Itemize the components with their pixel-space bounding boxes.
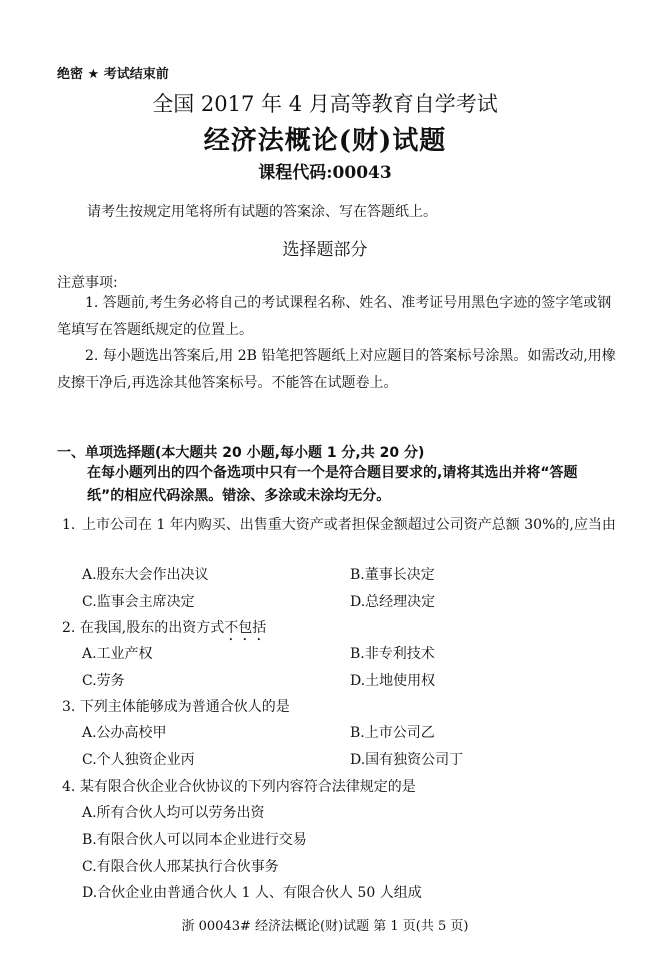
course-code: 课程代码:00043 <box>258 163 392 183</box>
general-instruction: 请考生按规定用笔将所有试题的答案涂、写在答题纸上。 <box>87 204 437 220</box>
option-c: C.监事会主席决定 <box>82 594 195 610</box>
question-number: 3. <box>62 699 76 715</box>
page-footer: 浙 00043# 经济法概论(财)试题 第 1 页(共 5 页) <box>181 919 469 934</box>
notice-item: 2. 每小题选出答案后,用 2B 铅笔把答题纸上对应题目的答案标号涂黑。如需改动,用橡皮擦干净后,再选涂其他答案标号。不能答在试题卷上。 <box>57 348 616 391</box>
question-3 <box>62 696 290 716</box>
option-b: B.董事长决定 <box>350 567 435 583</box>
emphasized-text: 不包括 <box>224 620 267 636</box>
option-b: B.有限合伙人可以同本企业进行交易 <box>82 832 307 848</box>
notice-heading: 注意事项: <box>57 275 118 291</box>
question-4 <box>62 776 416 796</box>
exam-title: 全国 2017 年 4 月高等教育自学考试 <box>152 92 498 116</box>
question-1 <box>62 512 622 539</box>
question-text: 某有限合伙企业合伙协议的下列内容符合法律规定的是 <box>79 779 416 795</box>
question-number: 1. <box>62 517 76 533</box>
option-a: A.工业产权 <box>82 646 153 662</box>
option-b: B.上市公司乙 <box>350 725 435 741</box>
question-2 <box>62 617 266 644</box>
option-d: D.国有独资公司丁 <box>350 752 464 768</box>
part-heading: 一、单项选择题(本大题共 20 小题,每小题 1 分,共 20 分) <box>57 445 425 461</box>
paper-title: 经济法概论(财)试题 <box>203 126 447 156</box>
option-c: C.个人独资企业丙 <box>82 752 195 768</box>
confidential-label: 绝密 ★ 考试结束前 <box>57 67 169 82</box>
option-b: B.非专利技术 <box>350 646 435 662</box>
option-a: A.所有合伙人均可以劳务出资 <box>82 805 265 821</box>
option-d: D.合伙企业由普通合伙人 1 人、有限合伙人 50 人组成 <box>82 885 422 901</box>
question-number: 4. <box>62 779 76 795</box>
question-text: 上市公司在 1 年内购买、出售重大资产或者担保金额超过公司资产总额 30%的,应当由 <box>82 517 616 533</box>
option-c: C.劳务 <box>82 673 125 689</box>
section-title: 选择题部分 <box>282 240 368 260</box>
option-d: D.土地使用权 <box>350 673 436 689</box>
option-d: D.总经理决定 <box>350 594 436 610</box>
notice-item: 1. 答题前,考生务必将自己的考试课程名称、姓名、准考证号用黑色字迹的签字笔或钢笔填写在答题纸规定的位置上。 <box>57 295 612 338</box>
option-c: C.有限合伙人邢某执行合伙事务 <box>82 859 279 875</box>
option-a: A.公办高校甲 <box>82 725 167 741</box>
part-instruction: 在每小题列出的四个备选项中只有一个是符合题目要求的,请将其选出并将“答题纸”的相应代码涂黑。错涂、多涂或未涂均无分。 <box>87 465 578 504</box>
option-a: A.股东大会作出决议 <box>82 567 209 583</box>
question-text: 在我国,股东的出资方式 <box>79 620 225 636</box>
question-number: 2. <box>62 620 76 636</box>
question-text: 下列主体能够成为普通合伙人的是 <box>79 699 290 715</box>
